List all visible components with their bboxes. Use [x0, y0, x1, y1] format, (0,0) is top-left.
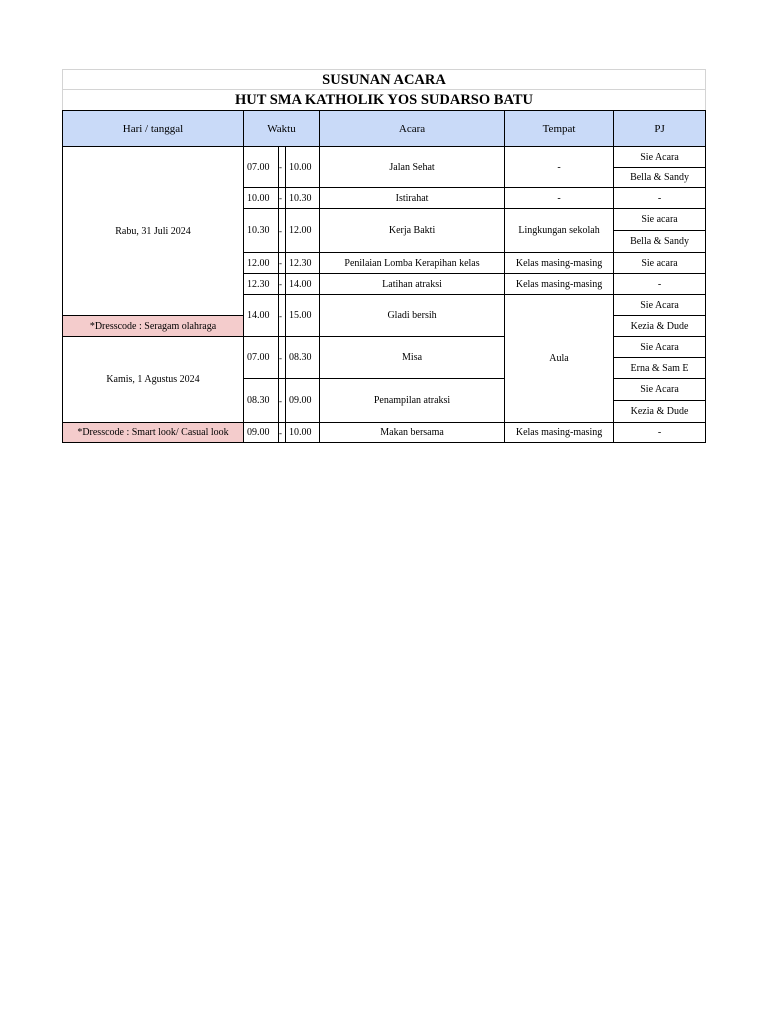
event-pic: Bella & Sandy	[614, 168, 706, 188]
end-time: 08.30	[286, 337, 320, 379]
table-row	[63, 147, 706, 168]
event-pic: Kezia & Dude	[614, 401, 706, 423]
event-pic: -	[614, 274, 706, 295]
header-day: Hari / tanggal	[63, 111, 244, 147]
event-name: Gladi bersih	[320, 295, 505, 337]
schedule-table	[62, 110, 706, 443]
time-separator: -	[279, 337, 286, 379]
end-time: 09.00	[286, 379, 320, 423]
event-pic: Kezia & Dude	[614, 316, 706, 337]
day2-dresscode: *Dresscode : Smart look/ Casual look	[63, 423, 244, 443]
event-pic: Sie Acara	[614, 147, 706, 168]
event-name: Penilaian Lomba Kerapihan kelas	[320, 253, 505, 274]
day1-date: Rabu, 31 Juli 2024	[63, 147, 244, 316]
start-time: 09.00	[244, 423, 279, 443]
event-name: Istirahat	[320, 188, 505, 209]
event-name: Misa	[320, 337, 505, 379]
event-pic: Sie Acara	[614, 379, 706, 401]
event-pic: Sie Acara	[614, 295, 706, 316]
event-place: Aula	[505, 295, 614, 423]
event-pic: Sie acara	[614, 253, 706, 274]
table-header-row	[63, 111, 706, 147]
end-time: 10.30	[286, 188, 320, 209]
event-pic: Erna & Sam E	[614, 358, 706, 379]
end-time: 12.30	[286, 253, 320, 274]
event-pic: Bella & Sandy	[614, 231, 706, 253]
time-separator: -	[279, 147, 286, 188]
start-time: 12.00	[244, 253, 279, 274]
document-title: SUSUNAN ACARA	[62, 69, 706, 89]
event-place: Kelas masing-masing	[505, 423, 614, 443]
event-place: Kelas masing-masing	[505, 253, 614, 274]
time-separator: -	[279, 379, 286, 423]
end-time: 10.00	[286, 147, 320, 188]
header-place: Tempat	[505, 111, 614, 147]
start-time: 14.00	[244, 295, 279, 337]
time-separator: -	[279, 274, 286, 295]
event-pic: Sie Acara	[614, 337, 706, 358]
table-row	[63, 423, 706, 443]
end-time: 14.00	[286, 274, 320, 295]
event-name: Makan bersama	[320, 423, 505, 443]
start-time: 08.30	[244, 379, 279, 423]
time-separator: -	[279, 295, 286, 337]
event-pic: Sie acara	[614, 209, 706, 231]
header-time: Waktu	[244, 111, 320, 147]
schedule-sheet	[62, 69, 706, 443]
event-name: Penampilan atraksi	[320, 379, 505, 423]
event-pic: -	[614, 188, 706, 209]
time-separator: -	[279, 253, 286, 274]
start-time: 07.00	[244, 147, 279, 188]
event-name: Kerja Bakti	[320, 209, 505, 253]
start-time: 12.30	[244, 274, 279, 295]
event-name: Jalan Sehat	[320, 147, 505, 188]
end-time: 12.00	[286, 209, 320, 253]
day1-dresscode: *Dresscode : Seragam olahraga	[63, 316, 244, 337]
event-pic: -	[614, 423, 706, 443]
start-time: 10.00	[244, 188, 279, 209]
end-time: 15.00	[286, 295, 320, 337]
event-place: -	[505, 147, 614, 188]
event-place: Kelas masing-masing	[505, 274, 614, 295]
time-separator: -	[279, 209, 286, 253]
time-separator: -	[279, 188, 286, 209]
day2-date: Kamis, 1 Agustus 2024	[63, 337, 244, 423]
time-separator: -	[279, 423, 286, 443]
start-time: 07.00	[244, 337, 279, 379]
end-time: 10.00	[286, 423, 320, 443]
event-place: -	[505, 188, 614, 209]
header-pic: PJ	[614, 111, 706, 147]
event-name: Latihan atraksi	[320, 274, 505, 295]
event-place: Lingkungan sekolah	[505, 209, 614, 253]
document-subtitle: HUT SMA KATHOLIK YOS SUDARSO BATU	[62, 89, 706, 110]
header-event: Acara	[320, 111, 505, 147]
start-time: 10.30	[244, 209, 279, 253]
